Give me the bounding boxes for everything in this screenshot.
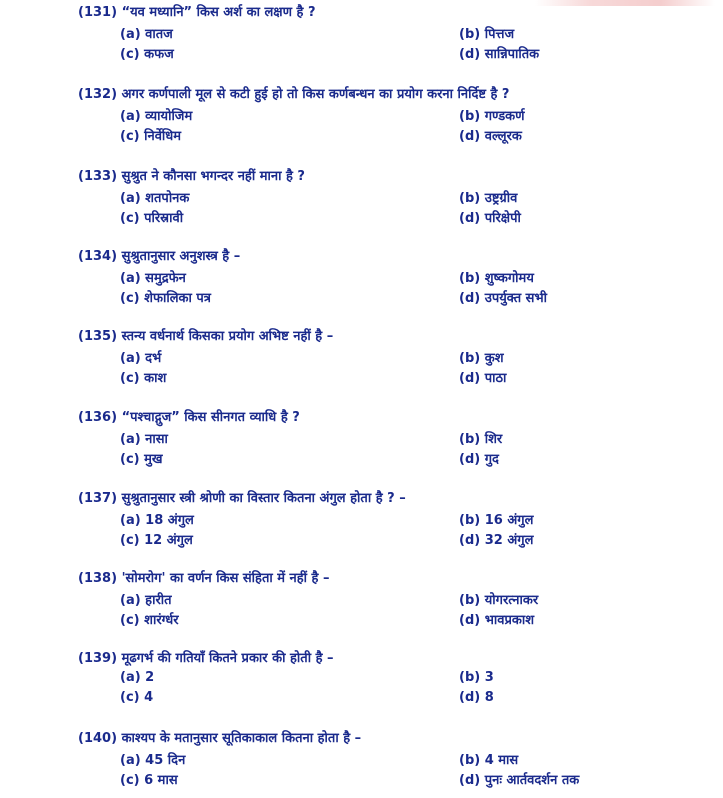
- option-a: (a) 18 अंगुल: [120, 513, 194, 528]
- question-135: [78, 326, 708, 396]
- option-c: (c) परिस्रावी: [120, 211, 184, 226]
- option-a: (a) समुद्रफेन: [120, 271, 186, 286]
- option-c: (c) शेफालिका पत्र: [120, 291, 211, 306]
- option-c: (c) कफज: [120, 47, 174, 62]
- question-text: [78, 648, 334, 666]
- option-b: (b) 4 मास: [459, 753, 519, 768]
- option-c: (c) मुख: [120, 452, 163, 467]
- question-133: [78, 166, 708, 236]
- option-c: (c) निर्वेधिम: [120, 129, 182, 144]
- question-text: [78, 488, 406, 506]
- option-d: (d) वल्लूरक: [459, 129, 522, 144]
- question-number: (139): [78, 651, 118, 666]
- option-b: (b) कुश: [459, 351, 504, 366]
- question-number: (133): [78, 169, 118, 184]
- question-140: [78, 728, 708, 798]
- option-a: (a) हारीत: [120, 593, 172, 608]
- option-d: (d) परिक्षेपी: [459, 211, 521, 226]
- question-number: (138): [78, 571, 118, 586]
- option-a: (a) 45 दिन: [120, 753, 186, 768]
- question-stem: अगर कर्णपाली मूल से कटी हुई हो तो किस कर्णबन्धन का प्रयोग करना निर्दिष्ट है ?: [121, 87, 510, 102]
- question-stem: सुश्रुतानुसार स्त्री श्रोणी का विस्तार कितना अंगुल होता है ? –: [121, 491, 406, 506]
- question-132: [78, 84, 708, 154]
- question-138: [78, 568, 708, 638]
- option-d: (d) 32 अंगुल: [459, 533, 534, 548]
- option-c: (c) काश: [120, 371, 167, 386]
- option-c: (c) 6 मास: [120, 773, 178, 788]
- option-d: (d) सान्निपातिक: [459, 47, 540, 62]
- question-text: [78, 326, 333, 344]
- option-b: (b) योगरत्नाकर: [459, 593, 539, 608]
- question-number: (140): [78, 731, 118, 746]
- question-134: [78, 246, 708, 316]
- question-stem: सुश्रुतानुसार अनुशस्त्र है –: [121, 249, 241, 264]
- question-number: (131): [78, 5, 118, 20]
- option-a: (a) शतपोनक: [120, 191, 190, 206]
- question-text: [78, 728, 361, 746]
- option-b: (b) पित्तज: [459, 27, 515, 42]
- option-b: (b) 3: [459, 670, 494, 685]
- option-a: (a) व्यायोजिम: [120, 109, 193, 124]
- option-b: (b) शुष्कगोमय: [459, 271, 534, 286]
- option-d: (d) भावप्रकाश: [459, 613, 535, 628]
- question-text: [78, 407, 300, 425]
- option-a: (a) 2: [120, 670, 155, 685]
- option-b: (b) शिर: [459, 432, 503, 447]
- option-a: (a) वातज: [120, 27, 173, 42]
- option-b: (b) गण्डकर्ण: [459, 109, 525, 124]
- option-d: (d) पाठा: [459, 371, 507, 386]
- option-d: (d) पुनः आर्तवदर्शन तक: [459, 773, 580, 788]
- option-d: (d) उपर्युक्त सभी: [459, 291, 547, 306]
- question-131: [78, 2, 708, 72]
- question-stem: मूढगर्भ की गतियॉं कितने प्रकार की होती है –: [121, 651, 334, 666]
- question-stem: “पश्चाद्गुज” किस सीनगत व्याधि है ?: [121, 410, 300, 425]
- question-136: [78, 407, 708, 477]
- option-d: (d) गुद: [459, 452, 499, 467]
- question-text: [78, 568, 330, 586]
- question-number: (137): [78, 491, 118, 506]
- question-139: [78, 648, 708, 718]
- option-a: (a) दर्भ: [120, 351, 162, 366]
- question-stem: सुश्रुत ने कौनसा भगन्दर नहीं माना है ?: [121, 169, 305, 184]
- question-137: [78, 488, 708, 558]
- question-text: [78, 84, 509, 102]
- question-number: (132): [78, 87, 118, 102]
- question-text: [78, 2, 316, 20]
- option-a: (a) नासा: [120, 432, 168, 447]
- option-c: (c) 12 अंगुल: [120, 533, 193, 548]
- question-stem: 'सोमरोग' का वर्णन किस संहिता में नहीं है –: [121, 571, 330, 586]
- question-number: (136): [78, 410, 118, 425]
- option-d: (d) 8: [459, 690, 494, 705]
- question-text: [78, 246, 240, 264]
- option-b: (b) 16 अंगुल: [459, 513, 534, 528]
- question-stem: स्तन्य वर्धनार्थ किसका प्रयोग अभिष्ट नहीं है –: [121, 329, 334, 344]
- question-number: (134): [78, 249, 118, 264]
- option-c: (c) 4: [120, 690, 154, 705]
- question-stem: काश्यप के मतानुसार सूतिकाकाल कितना होता है –: [121, 731, 362, 746]
- option-b: (b) उष्ट्रग्रीव: [459, 191, 518, 206]
- option-c: (c) शारंर्ग्धर: [120, 613, 179, 628]
- question-number: (135): [78, 329, 118, 344]
- question-stem: “यव मध्यानि” किस अर्श का लक्षण है ?: [121, 5, 316, 20]
- question-text: [78, 166, 305, 184]
